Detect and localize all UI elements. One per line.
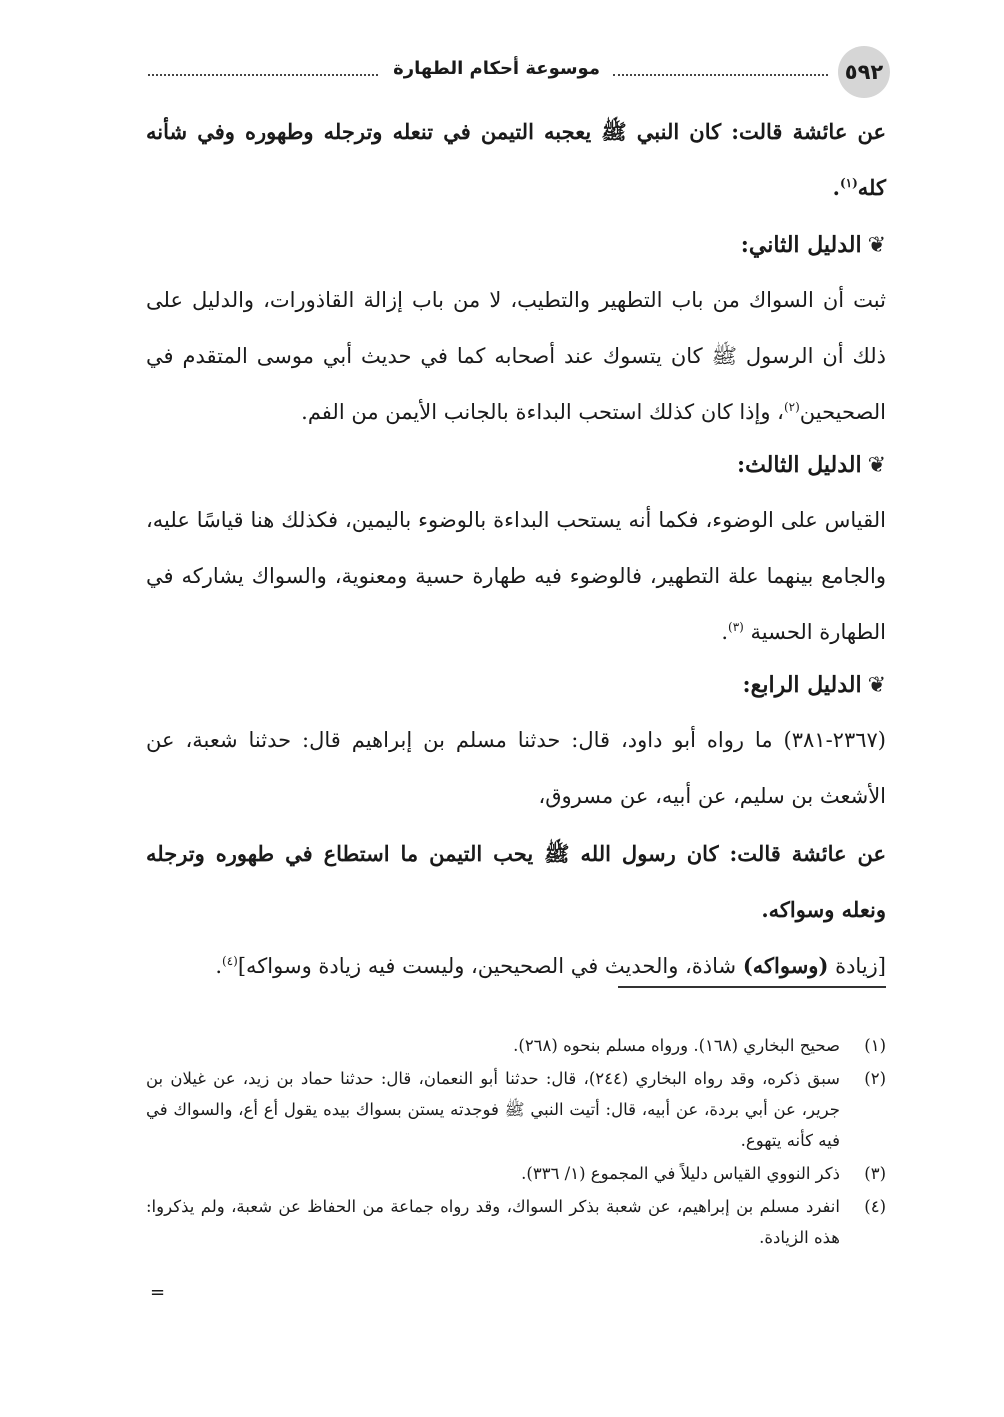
footnote-number: (٢) (864, 1069, 886, 1088)
section-heading-3 (146, 438, 886, 493)
hadith-text-1 (146, 104, 886, 216)
note-rest: شاذة، والحديث في الصحيحين، وليست فيه زيادة وسواكه] (237, 954, 743, 978)
leaf-bullet-icon: ❦ (867, 233, 886, 258)
footnote-item (146, 1191, 886, 1253)
header-dotted-leader-right (613, 74, 828, 76)
paragraph-2 (146, 272, 886, 440)
footnote-ref-1[interactable]: (١) (839, 176, 858, 190)
evidence-paragraph-3 (146, 492, 886, 660)
note-end: . (215, 954, 223, 978)
footnote-number: (١) (864, 1036, 886, 1055)
heading-2-text: الدليل الثاني: (740, 232, 862, 258)
note-bold-word: (وسواكه) (742, 953, 829, 978)
hadith-text-2: عن عائشة قالت: كان رسول الله ﷺ يحب التيمن ما استطاع في طهوره وترجله ونعله وسواكه. (146, 841, 886, 922)
continuation-mark: = (150, 1282, 166, 1303)
heading-4-text: الدليل الرابع: (742, 672, 862, 698)
paragraph-3 (146, 492, 886, 660)
footnote-separator (618, 986, 886, 988)
footnote-item (146, 1030, 886, 1061)
footnotes-section (146, 1030, 886, 1255)
footnote-item (146, 1063, 886, 1156)
footnote-text: انفرد مسلم بن إبراهيم، عن شعبة بذكر السواك، وقد رواه جماعة من الحفاظ عن شعبة، ولم يذكروا: هذه الزيادة. (146, 1197, 840, 1247)
hadith-1-end: . (832, 175, 840, 200)
isnad-paragraph (146, 712, 886, 824)
footnote-text: صحيح البخاري (١٦٨). ورواه مسلم بنحوه (٢٦٨). (513, 1036, 840, 1055)
footnote-ref-3[interactable]: (٣) (728, 620, 744, 634)
hadith-block-1 (146, 104, 886, 216)
leaf-bullet-icon: ❦ (867, 673, 886, 698)
footnote-ref-2[interactable]: (٢) (783, 400, 800, 414)
header-dotted-leader-left (148, 74, 378, 76)
paragraph-2-text-b: ، وإذا كان كذلك استحب البداءة بالجانب الأيمن من الفم. (301, 400, 784, 424)
note-open: [زيادة (828, 954, 886, 978)
footnote-number: (٣) (864, 1164, 886, 1183)
paragraph-3-text: القياس على الوضوء، فكما أنه يستحب البداءة بالوضوء باليمين، فكذلك هنا قياسًا عليه، والجامع بينهما علة التطهير، فالوضوء فيه طهارة حسية ومعنوية، والسواك يشاركه في الطهارة الحسية (146, 508, 886, 644)
leaf-bullet-icon: ❦ (867, 453, 886, 478)
footnote-ref-4[interactable]: (٤) (222, 954, 238, 968)
section-heading-2 (146, 218, 886, 273)
page-header (140, 46, 890, 98)
running-title: موسوعة أحكام الطهارة (393, 58, 600, 79)
paragraph-3-end: . (721, 620, 728, 644)
footnote-item (146, 1158, 886, 1189)
footnote-text: سبق ذكره، وقد رواه البخاري (٢٤٤)، قال: حدثنا أبو النعمان، قال: حدثنا حماد بن زيد، عن غيلان بن جرير، عن أبي بردة، عن أبيه، قال: أتيت النبي ﷺ فوجدته يستن بسواك بيده يقول أع أع، والسواك في فيه كأنه يتهوع. (146, 1069, 840, 1150)
paragraph-2-text-a: ثبت أن السواك من باب التطهير والتطيب، لا من باب إزالة القاذورات، والدليل على ذلك أن الرسول ﷺ كان يتسوك عند أصحابه كما في حديث أبي موسى المتقدم في الصحيحين (146, 288, 886, 424)
hadith-block-2 (146, 826, 886, 938)
page-number-badge: ٥٩٢ (838, 46, 890, 98)
isnad-text: (٢٣٦٧-٣٨١) ما رواه أبو داود، قال: حدثنا مسلم بن إبراهيم قال: حدثنا شعبة، عن الأشعث بن سليم، عن أبيه، عن مسروق، (146, 728, 886, 808)
section-heading-4 (146, 658, 886, 713)
heading-3-text: الدليل الثالث: (736, 452, 862, 478)
footnote-number: (٤) (864, 1197, 886, 1216)
evidence-paragraph-2 (146, 272, 886, 440)
hadith-1-text: عن عائشة قالت: كان النبي ﷺ يعجبه التيمن في تنعله وترجله وطهوره وفي شأنه كله (146, 119, 886, 200)
footnote-text: ذكر النووي القياس دليلاً في المجموع (١/ ٣٣٦). (521, 1164, 840, 1183)
